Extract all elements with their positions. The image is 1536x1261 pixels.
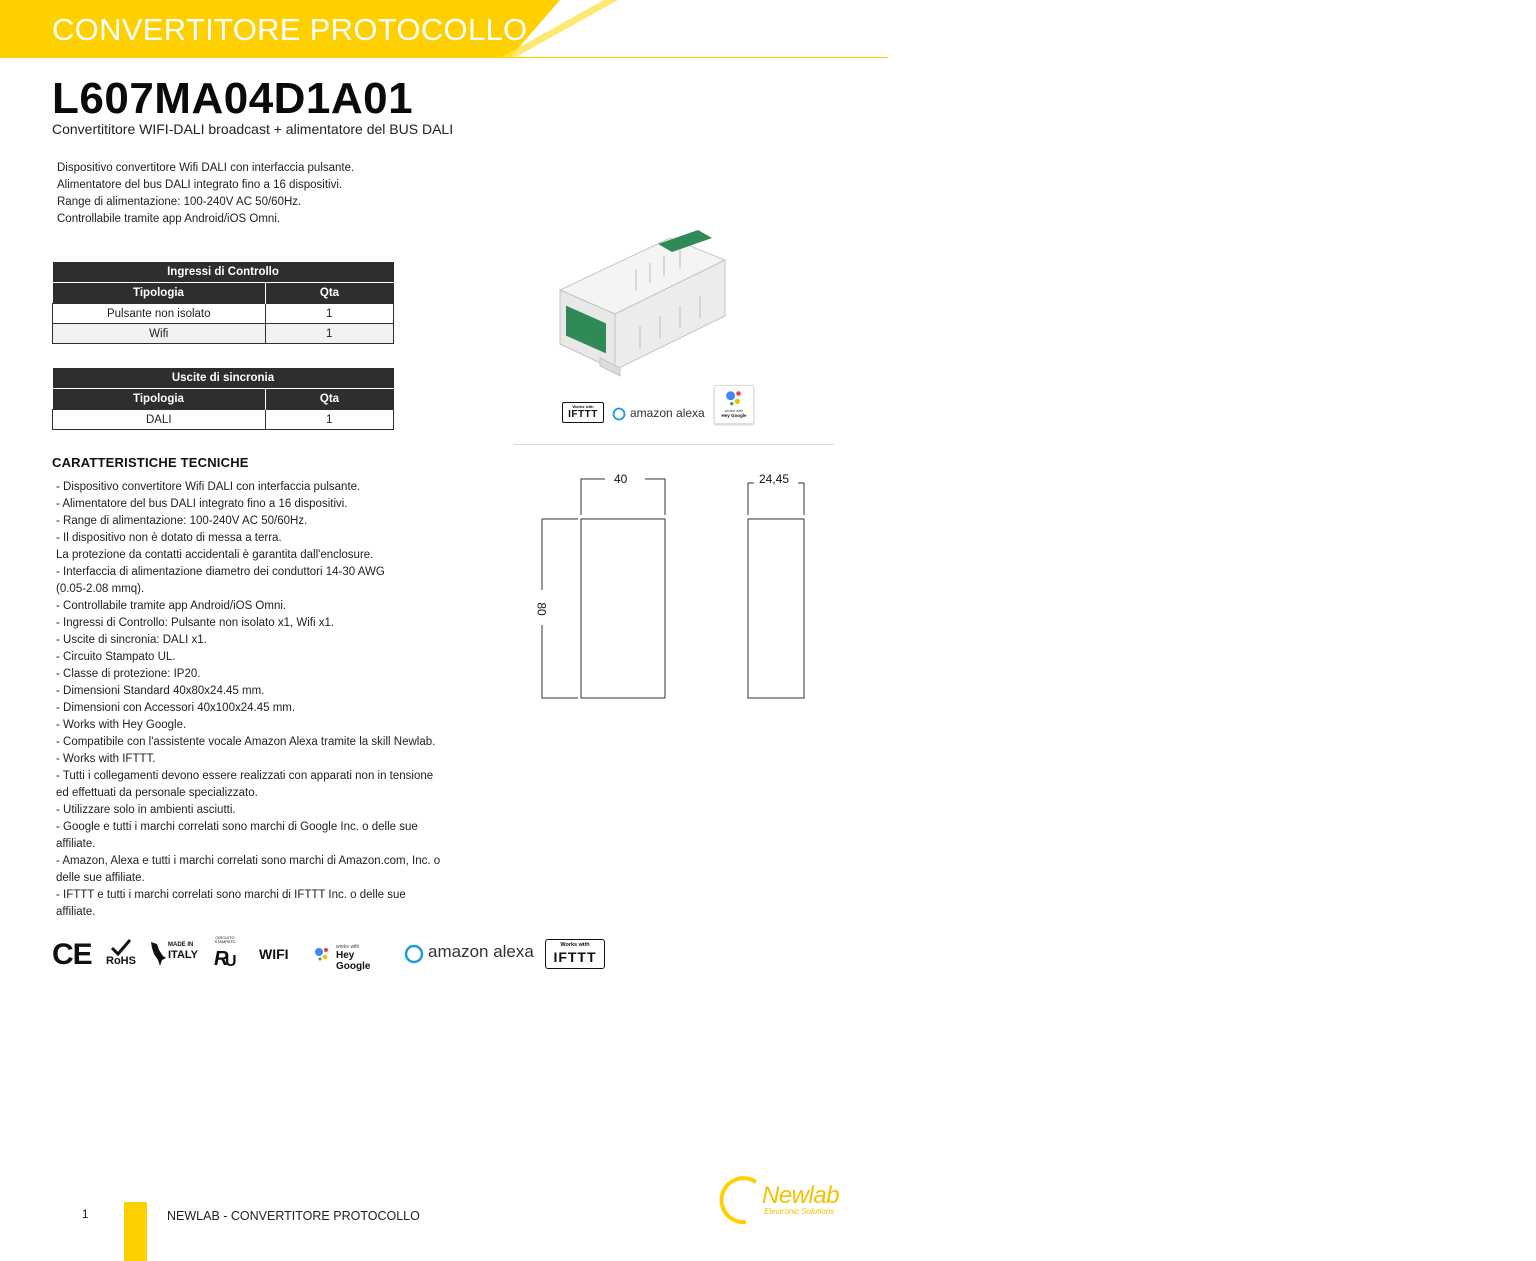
alexa-label: amazon alexa (630, 406, 705, 420)
feature-line: ed effettuati da personale specializzato. (56, 787, 258, 799)
feature-line: - Uscite di sincronia: DALI x1. (56, 634, 207, 646)
feature-line: - Google e tutti i marchi correlati sono marchi di Google Inc. o delle sue (56, 821, 418, 833)
rohs-icon (106, 938, 136, 968)
ifttt-small-label: Works with (572, 404, 594, 409)
wifi-label: WIFI (259, 946, 289, 962)
intro-line: Controllabile tramite app Android/iOS Omni. (57, 213, 281, 225)
product-code: L607MA04D1A01 (52, 74, 414, 123)
feature-line: - Alimentatore del bus DALI integrato fino a 16 dispositivi. (56, 498, 348, 510)
footer-title: NEWLAB - CONVERTITORE PROTOCOLLO (167, 1209, 420, 1223)
newlab-tagline: Electronic Solutions (764, 1207, 835, 1216)
table-row (53, 324, 394, 344)
svg-text:R: R (214, 948, 229, 969)
column-header-type: Tipologia (53, 389, 266, 410)
features-heading: CARATTERISTICHE TECNICHE (52, 455, 249, 470)
newlab-logo (716, 1174, 856, 1226)
feature-line: (0.05-2.08 mmq). (56, 583, 145, 595)
table-title: Ingressi di Controllo (53, 262, 394, 283)
product-photo (540, 230, 740, 380)
table-title: Uscite di sincronia (53, 368, 394, 389)
ifttt-label: IFTTT (568, 409, 598, 420)
hey-google-label: Hey Google (336, 950, 371, 972)
alexa-label: amazon alexa (428, 942, 534, 961)
italy-label: ITALY (168, 949, 198, 961)
feature-line: - Works with IFTTT. (56, 753, 156, 765)
section-title: CONVERTITORE PROTOCOLLO (52, 12, 528, 47)
intro-line: Dispositivo convertitore Wifi DALI con interfaccia pulsante. (57, 162, 355, 174)
newlab-brand-label: Newlab (762, 1182, 840, 1209)
hey-google-small-label: works with (724, 408, 744, 413)
ce-mark-icon: CE (52, 938, 92, 971)
feature-line: La protezione da contatti accidentali è garantita dall'enclosure. (56, 549, 374, 561)
ul-caption: CIRCUITO STAMPATO (214, 935, 236, 944)
svg-text:U: U (225, 953, 237, 969)
feature-line: - Dimensioni Standard 40x80x24.45 mm. (56, 685, 265, 697)
amazon-alexa-logo (404, 942, 542, 968)
inputs-table (52, 262, 394, 344)
ul-pcb-icon (212, 936, 246, 970)
made-in-label: MADE IN (168, 942, 194, 948)
column-header-type: Tipologia (53, 283, 266, 304)
outputs-table (52, 368, 394, 430)
ifttt-logo (545, 939, 605, 969)
column-header-qty: Qta (265, 389, 394, 410)
feature-line: affiliate. (56, 906, 96, 918)
column-header-qty: Qta (265, 283, 394, 304)
intro-line: Range di alimentazione: 100-240V AC 50/60Hz. (57, 196, 302, 208)
feature-line: - Dispositivo convertitore Wifi DALI con interfaccia pulsante. (56, 481, 361, 493)
feature-line: - Tutti i collegamenti devono essere realizzati con apparati non in tensione (56, 770, 434, 782)
app-compatibility-logos (562, 385, 762, 425)
feature-line: - Utilizzare solo in ambienti asciutti. (56, 804, 236, 816)
ifttt-small-label: Works with (560, 942, 590, 948)
feature-line: - Il dispositivo non è dotato di messa a terra. (56, 532, 282, 544)
feature-line: - Range di alimentazione: 100-240V AC 50/60Hz. (56, 515, 308, 527)
feature-line: - Interfaccia di alimentazione diametro dei conduttori 14-30 AWG (56, 566, 385, 578)
footer-accent-bar (124, 1202, 147, 1261)
feature-line: - Circuito Stampato UL. (56, 651, 176, 663)
feature-line: - Controllabile tramite app Android/iOS Omni. (56, 600, 287, 612)
feature-line: - Ingressi di Controllo: Pulsante non isolato x1, Wifi x1. (56, 617, 335, 629)
amazon-alexa-logo-small (612, 406, 712, 422)
product-subtitle: Convertititore WIFI-DALI broadcast + alimentatore del BUS DALI (52, 121, 454, 137)
intro-text (57, 160, 354, 228)
feature-line: - Works with Hey Google. (56, 719, 187, 731)
cell-type: DALI (53, 410, 266, 430)
cell-type: Pulsante non isolato (53, 304, 266, 324)
feature-line: - IFTTT e tutti i marchi correlati sono marchi di IFTTT Inc. o delle sue (56, 889, 406, 901)
ifttt-logo-small (562, 402, 604, 423)
ifttt-label: IFTTT (553, 949, 597, 965)
dimension-width-label: 40 (614, 472, 628, 486)
feature-line: affiliate. (56, 838, 96, 850)
rohs-label: RoHS (106, 955, 136, 967)
feature-line: - Classe di protezione: IP20. (56, 668, 201, 680)
section-divider (514, 444, 834, 445)
table-row (53, 304, 394, 324)
features-list (56, 479, 486, 921)
page-number: 1 (82, 1209, 89, 1221)
hey-google-logo (314, 942, 390, 972)
header-rule (0, 57, 888, 58)
hey-google-label: Hey Google (721, 413, 747, 418)
table-row (53, 410, 394, 430)
feature-line: - Dimensioni con Accessori 40x100x24.45 mm. (56, 702, 296, 714)
intro-line: Alimentatore del bus DALI integrato fino a 16 dispositivi. (57, 179, 343, 191)
feature-line: - Compatibile con l'assistente vocale Amazon Alexa tramite la skill Newlab. (56, 736, 436, 748)
dimension-drawing (530, 465, 820, 710)
dimension-depth-label: 24,45 (759, 472, 790, 486)
cell-qty: 1 (265, 304, 394, 324)
hey-google-badge (714, 385, 754, 424)
cell-type: Wifi (53, 324, 266, 344)
feature-line: - Amazon, Alexa e tutti i marchi correlati sono marchi di Amazon.com, Inc. o (56, 855, 441, 867)
feature-line: delle sue affiliate. (56, 872, 145, 884)
certification-logos (52, 936, 612, 974)
cell-qty: 1 (265, 324, 394, 344)
made-in-italy-icon (148, 940, 198, 970)
hey-google-small-label: works with (336, 944, 360, 950)
dimension-height-label: 80 (534, 602, 549, 616)
cell-qty: 1 (265, 410, 394, 430)
